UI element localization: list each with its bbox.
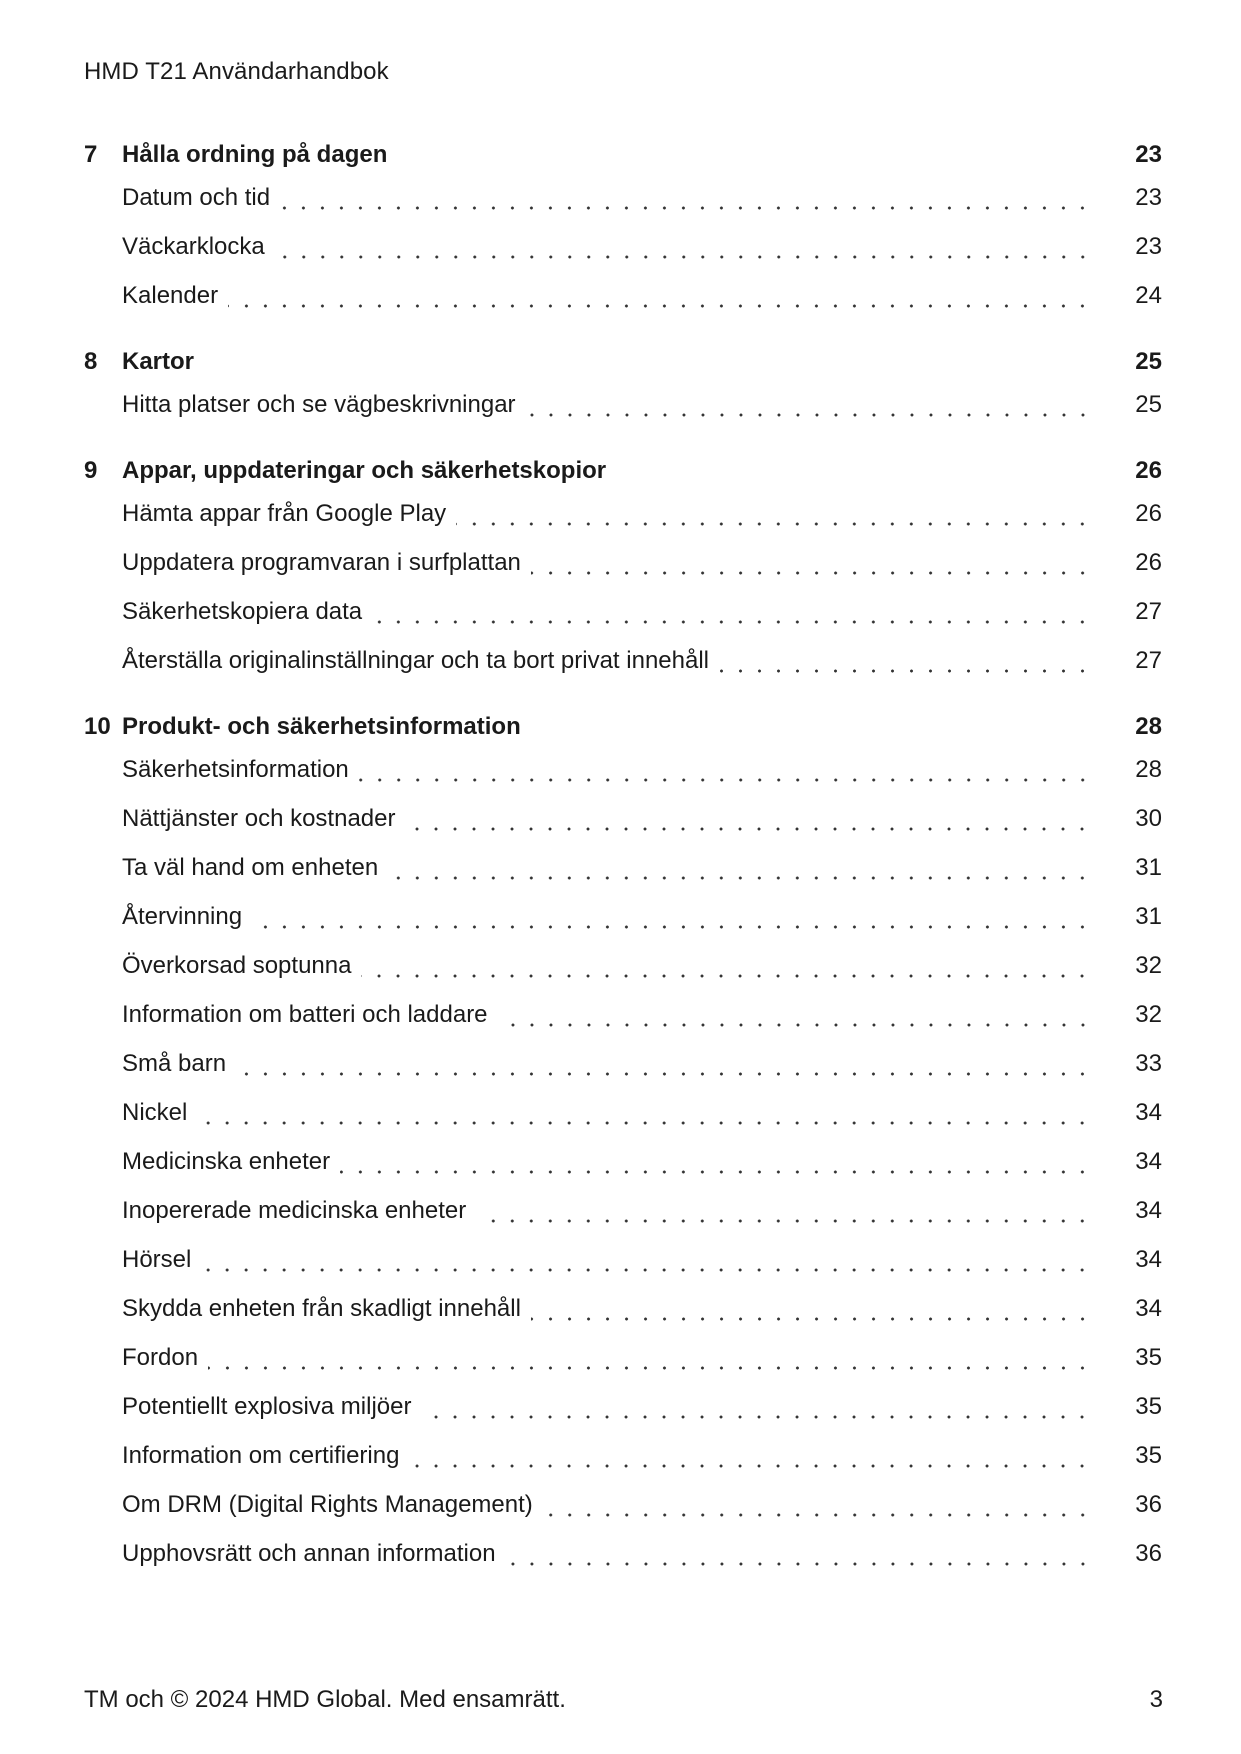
toc-entry[interactable] — [84, 222, 1162, 271]
entry-title: Nickel — [122, 1098, 188, 1126]
entry-page-number: 27 — [1135, 597, 1162, 625]
chapter-title: Kartor — [122, 348, 195, 375]
entry-title: Potentiellt explosiva miljöer — [122, 1392, 412, 1420]
toc-entry[interactable] — [84, 271, 1162, 320]
toc-entry[interactable] — [84, 1529, 1162, 1578]
dot-leader — [531, 551, 1092, 575]
entry-page-number: 28 — [1135, 755, 1162, 783]
entry-page-number: 25 — [1135, 390, 1162, 418]
entry-title: Information om certifiering — [122, 1441, 400, 1469]
chapter-page-number: 26 — [1135, 457, 1162, 484]
toc-entry[interactable] — [84, 380, 1162, 429]
toc-entry[interactable] — [84, 173, 1162, 222]
footer-page-number: 3 — [1149, 1686, 1163, 1713]
dot-leader — [228, 284, 1092, 308]
entry-page-number: 24 — [1135, 281, 1162, 309]
entry-title: Återvinning — [122, 902, 243, 930]
dot-leader — [456, 502, 1092, 526]
entry-page-number: 33 — [1135, 1049, 1162, 1077]
toc-entry[interactable] — [84, 1235, 1162, 1284]
dot-leader — [531, 1297, 1092, 1321]
entry-page-number: 34 — [1135, 1098, 1162, 1126]
chapter-title: Produkt- och säkerhetsinformation — [122, 713, 521, 740]
entry-page-number: 36 — [1135, 1539, 1162, 1567]
entry-title: Datum och tid — [122, 183, 271, 211]
entry-title: Uppdatera programvaran i surfplattan — [122, 548, 521, 576]
entry-title: Ta väl hand om enheten — [122, 853, 379, 881]
dot-leader — [543, 1493, 1092, 1517]
entry-title: Skydda enheten från skadligt innehåll — [122, 1294, 521, 1322]
chapter-page-number: 23 — [1135, 141, 1162, 168]
dot-leader — [506, 1542, 1092, 1566]
chapter-title: Hålla ordning på dagen — [122, 141, 388, 168]
toc-entry[interactable] — [84, 1137, 1162, 1186]
dot-leader — [421, 1395, 1092, 1419]
entry-page-number: 35 — [1135, 1441, 1162, 1469]
toc-chapter-heading[interactable] — [84, 709, 1162, 745]
entry-title: Medicinska enheter — [122, 1147, 331, 1175]
footer-copyright: TM och © 2024 HMD Global. Med ensamrätt. — [84, 1686, 566, 1713]
entry-page-number: 32 — [1135, 951, 1162, 979]
entry-page-number: 36 — [1135, 1490, 1162, 1518]
chapter-page-number: 25 — [1135, 348, 1162, 375]
chapter-number: 8 — [84, 348, 98, 375]
page-header-title: HMD T21 Användarhandbok — [84, 58, 389, 85]
entry-page-number: 23 — [1135, 232, 1162, 260]
dot-leader — [476, 1199, 1092, 1223]
entry-title: Hitta platser och se vägbeskrivningar — [122, 390, 516, 418]
entry-title: Kalender — [122, 281, 219, 309]
dot-leader — [526, 393, 1092, 417]
dot-leader — [372, 600, 1092, 624]
toc-entry[interactable] — [84, 745, 1162, 794]
entry-page-number: 34 — [1135, 1147, 1162, 1175]
entry-title: Säkerhetsinformation — [122, 755, 349, 783]
toc-entry[interactable] — [84, 1431, 1162, 1480]
toc-entry[interactable] — [84, 1480, 1162, 1529]
toc-chapter — [84, 137, 1162, 320]
chapter-page-number: 28 — [1135, 713, 1162, 740]
toc-entry[interactable] — [84, 892, 1162, 941]
toc-entry[interactable] — [84, 843, 1162, 892]
entry-page-number: 32 — [1135, 1000, 1162, 1028]
entry-page-number: 35 — [1135, 1392, 1162, 1420]
entry-page-number: 26 — [1135, 548, 1162, 576]
entry-title: Hämta appar från Google Play — [122, 499, 447, 527]
chapter-number: 7 — [84, 141, 98, 168]
entry-page-number: 30 — [1135, 804, 1162, 832]
entry-title: Upphovsrätt och annan information — [122, 1539, 496, 1567]
toc-chapter — [84, 453, 1162, 685]
dot-leader — [409, 1444, 1092, 1468]
entry-title: Säkerhetskopiera data — [122, 597, 363, 625]
toc-entry[interactable] — [84, 587, 1162, 636]
toc-chapter-heading[interactable] — [84, 137, 1162, 173]
dot-leader — [359, 758, 1092, 782]
entry-title: Hörsel — [122, 1245, 192, 1273]
dot-leader — [208, 1346, 1092, 1370]
entry-title: Överkorsad soptunna — [122, 951, 352, 979]
toc-entry[interactable] — [84, 1382, 1162, 1431]
toc-entry[interactable] — [84, 941, 1162, 990]
entry-title: Återställa originalinställningar och ta bort privat innehåll — [122, 646, 709, 674]
entry-title: Nättjänster och kostnader — [122, 804, 396, 832]
entry-page-number: 34 — [1135, 1196, 1162, 1224]
toc-chapter-heading[interactable] — [84, 453, 1162, 489]
toc-entry[interactable] — [84, 1088, 1162, 1137]
entry-page-number: 27 — [1135, 646, 1162, 674]
entry-page-number: 26 — [1135, 499, 1162, 527]
toc-entry[interactable] — [84, 1333, 1162, 1382]
chapter-number: 9 — [84, 457, 98, 484]
entry-page-number: 34 — [1135, 1294, 1162, 1322]
entry-title: Små barn — [122, 1049, 227, 1077]
toc-entry[interactable] — [84, 636, 1162, 685]
entry-title: Information om batteri och laddare — [122, 1000, 488, 1028]
table-of-contents — [84, 137, 1162, 1602]
entry-page-number: 34 — [1135, 1245, 1162, 1273]
dot-leader — [388, 856, 1092, 880]
entry-page-number: 31 — [1135, 902, 1162, 930]
toc-chapter — [84, 344, 1162, 429]
dot-leader — [405, 807, 1092, 831]
toc-entry[interactable] — [84, 538, 1162, 587]
entry-title: Inopererade medicinska enheter — [122, 1196, 467, 1224]
toc-entry[interactable] — [84, 489, 1162, 538]
toc-chapter — [84, 709, 1162, 1578]
dot-leader — [340, 1150, 1092, 1174]
dot-leader — [280, 186, 1092, 210]
dot-leader — [275, 235, 1092, 259]
dot-leader — [361, 954, 1092, 978]
dot-leader — [719, 649, 1092, 673]
entry-title: Fordon — [122, 1343, 199, 1371]
page-footer — [84, 1686, 1163, 1714]
dot-leader — [201, 1248, 1092, 1272]
dot-leader — [197, 1101, 1092, 1125]
dot-leader — [236, 1052, 1092, 1076]
entry-page-number: 31 — [1135, 853, 1162, 881]
toc-chapter-heading[interactable] — [84, 344, 1162, 380]
chapter-number: 10 — [84, 713, 111, 740]
toc-entry[interactable] — [84, 990, 1162, 1039]
toc-entry[interactable] — [84, 1186, 1162, 1235]
entry-title: Väckarklocka — [122, 232, 265, 260]
toc-entry[interactable] — [84, 794, 1162, 843]
dot-leader — [498, 1003, 1092, 1027]
entry-page-number: 35 — [1135, 1343, 1162, 1371]
entry-page-number: 23 — [1135, 183, 1162, 211]
chapter-title: Appar, uppdateringar och säkerhetskopior — [122, 457, 607, 484]
toc-entry[interactable] — [84, 1039, 1162, 1088]
toc-entry[interactable] — [84, 1284, 1162, 1333]
dot-leader — [252, 905, 1092, 929]
entry-title: Om DRM (Digital Rights Management) — [122, 1490, 533, 1518]
